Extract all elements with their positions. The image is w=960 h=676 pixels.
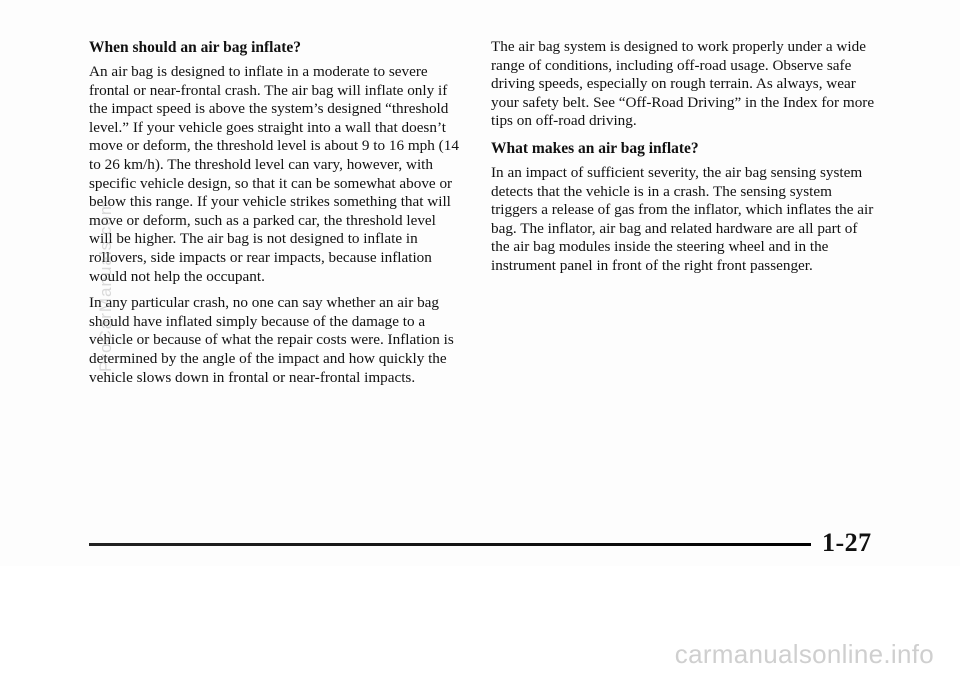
footer-rule	[89, 543, 811, 546]
paragraph: The air bag system is designed to work properly under a wide range of conditions, including off-road usage. Observe safe driving speeds, especially on rough terrain. As always, wear your safety belt. See “Off-Road Driving” in the Index for more tips on off-road driving.	[491, 38, 875, 130]
paragraph: An air bag is designed to inflate in a moderate to severe frontal or near-frontal crash. The air bag will inflate only if the impact speed is above the system’s designed “threshold level.” If your vehicle goes straight into a wall that doesn’t move or deform, the threshold level is about 9 to 16 mph (14 to 26 km/h). The threshold level can vary, however, with specific vehicle design, so that it can be somewhat above or below this range. If your vehicle strikes something that will move or deform, such as a parked car, the threshold level will be higher. The air bag is not designed to inflate in rollovers, side impacts or rear impacts, because inflation would not help the occupant.	[89, 63, 459, 285]
left-column	[89, 38, 461, 395]
section-heading-when-inflate: When should an air bag inflate?	[89, 39, 302, 56]
page-number: 1-27	[822, 528, 872, 557]
paragraph: In an impact of sufficient severity, the air bag sensing system detects that the vehicle is in a crash. The sensing system triggers a release of gas from the inflator, which inflates the air bag. The inflator, air bag and related hardware are all part of the air bag modules inside the steering wheel and in the instrument panel in front of the right front passenger.	[491, 163, 874, 274]
watermark-band	[0, 566, 960, 676]
paragraph: In any particular crash, no one can say whether an air bag should have inflated simply because of the damage to a vehicle or because of what the repair costs were. Inflation is determined by the angle of the impact and how quickly the vehicle slows down in frontal or near-frontal impacts.	[89, 294, 454, 386]
side-watermark: ProCarManuals.com	[96, 200, 115, 372]
watermark-link[interactable]: carmanualsonline.info	[674, 639, 934, 669]
section-heading-what-makes-inflate: What makes an air bag inflate?	[491, 139, 699, 157]
right-column	[491, 38, 875, 284]
